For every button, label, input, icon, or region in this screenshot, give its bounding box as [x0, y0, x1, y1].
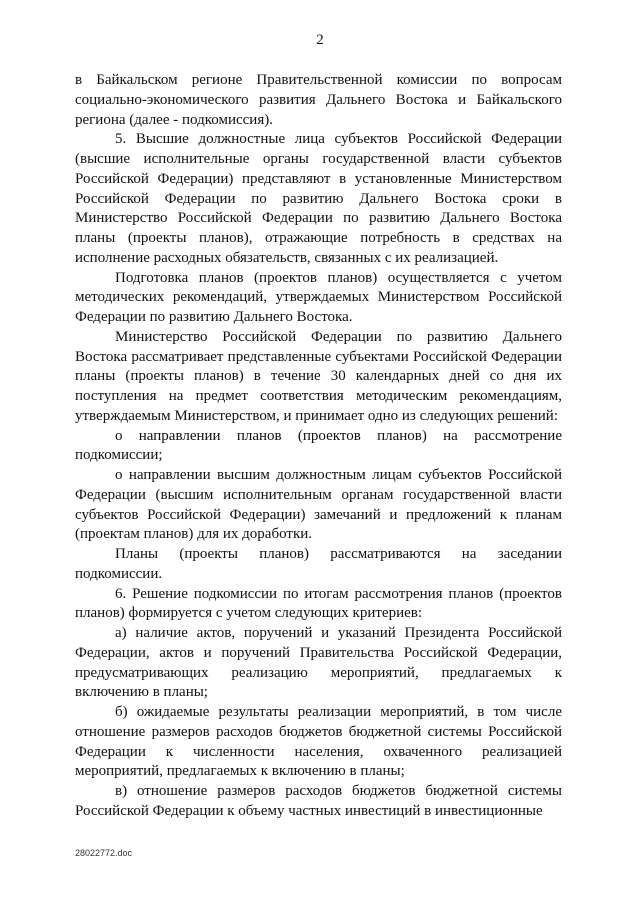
document-body	[75, 71, 562, 822]
paragraph-subcommission-definition: в Байкальском регионе Правительственной комиссии по вопросам социально-экономического развития Дальнего Востока и Байкальского региона (далее - подкомиссия).	[75, 72, 562, 128]
paragraph-item-5: 5. Высшие должностные лица субъектов Российской Федерации (высшие исполнительные органы государственной власти субъектов Российской Федерации) представляют в установленные Министерством Российской Федерации по развитию Дальнего Востока сроки в Министерство Российской Федерации по развитию Дальнего Востока планы (проекты планов), отражающие потребность в средствах на исполнение расходных обязательств, связанных с их реализацией.	[75, 131, 562, 266]
paragraph-item-6: 6. Решение подкомиссии по итогам рассмотрения планов (проектов планов) формируется с учетом следующих критериев:	[75, 585, 562, 622]
paragraph-criterion-c: в) отношение размеров расходов бюджетов бюджетной системы Российской Федерации к объему частных инвестиций в инвестиционные	[75, 783, 562, 819]
paragraph-decision-option-2: о направлении высшим должностным лицам субъектов Российской Федерации (высшим исполнительным органам государственной власти субъектов Российской Федерации) замечаний и предложений к планам (проектам планов) для их доработки.	[75, 467, 562, 543]
paragraph-decision-option-1: о направлении планов (проектов планов) на рассмотрение подкомиссии;	[75, 427, 562, 464]
paragraph-criterion-a: а) наличие актов, поручений и указаний Президента Российской Федерации, актов и поручений Правительства Российской Федерации, предусматривающих реализацию мероприятий, предлагаемых к включению в планы;	[75, 625, 562, 701]
paragraph-plan-preparation: Подготовка планов (проектов планов) осуществляется с учетом методических рекомендаций, утверждаемых Министерством Российской Федерации по развитию Дальнего Востока.	[75, 269, 562, 325]
footer-filename: 28022772.doc	[75, 848, 133, 858]
paragraph-criterion-b: б) ожидаемые результаты реализации мероприятий, в том числе отношение размеров расходов бюджетов бюджетной системы Российской Федерации к численности населения, охваченного реализацией мероприятий, предлагаемых к включению в планы;	[75, 704, 562, 780]
paragraph-ministry-review: Министерство Российской Федерации по развитию Дальнего Востока рассматривает представленные субъектами Российской Федерации планы (проекты планов) в течение 30 календарных дней со дня их поступления на предмет соответствия методическим рекомендациям, утверждаемым Министерством, и принимает одно из следующих решений:	[75, 328, 562, 424]
paragraph-plans-consideration: Планы (проекты планов) рассматриваются на заседании подкомиссии.	[75, 546, 562, 582]
page-number: 2	[316, 32, 324, 48]
